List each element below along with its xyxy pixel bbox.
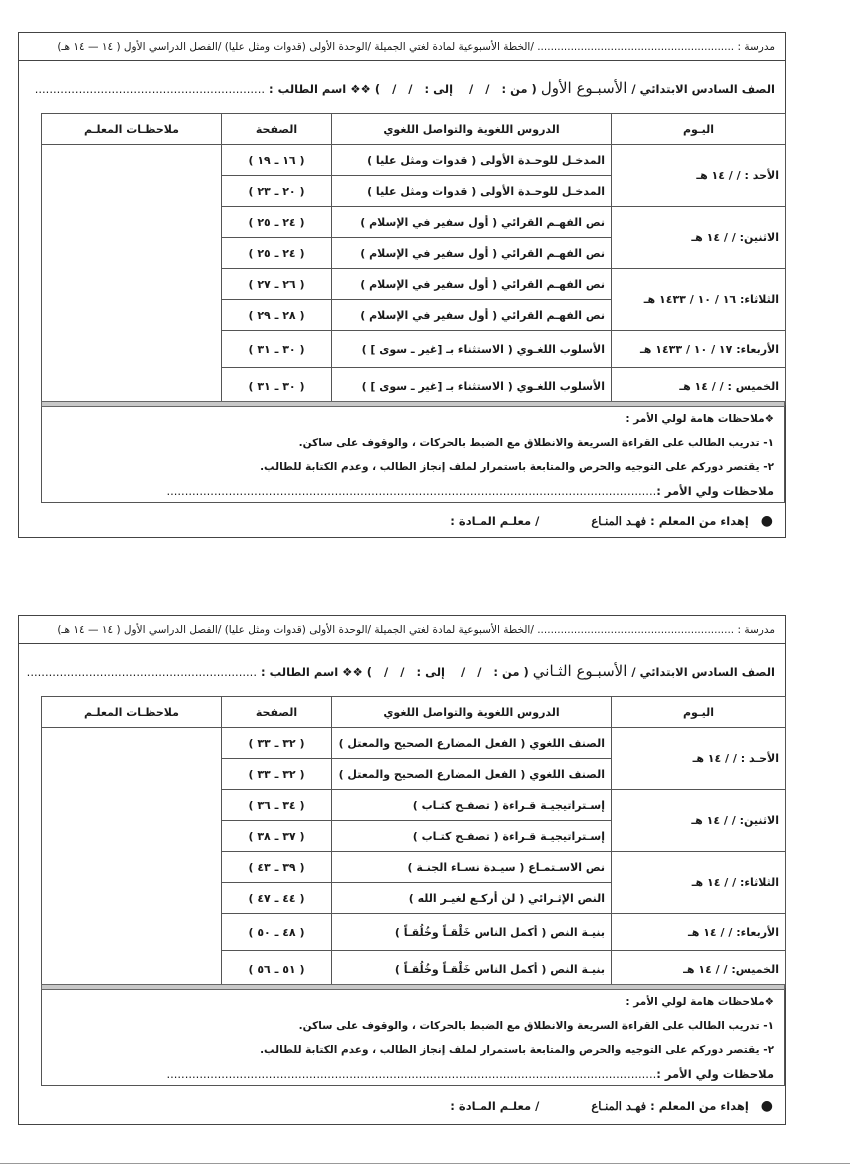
table-row: الأحد : / / ١٤ هـ المدخـل للوحـدة الأولى ( قدوات ومثل عليا ) ( ١٦ ـ ١٩ ) bbox=[42, 145, 786, 176]
grade-label: الصف السادس الابتدائي / bbox=[631, 82, 775, 96]
from-label: ( من : bbox=[501, 82, 537, 96]
plan-title: /الخطة الأسبوعية لمادة لغتي الجميلة /الوحدة الأولى (قدوات ومثل عليا) /الفصل الدراسي الأول ( ١٤ — ١٤ هـ) bbox=[57, 41, 534, 53]
table-row: الثلاثاء: ١٦ / ١٠ / ١٤٣٣ هـ نص الفهـم القرائي ( أول سفير في الإسلام ) ( ٢٦ ـ ٢٧ ) bbox=[42, 269, 786, 300]
col-page: الصفحة bbox=[222, 114, 332, 145]
table-row: إسـتراتيجيـة قـراءة ( تصفـح كتـاب ) ( ٣٧ ـ ٣٨ ) bbox=[42, 821, 786, 852]
col-notes: ملاحظـات المعلـم bbox=[42, 114, 222, 145]
week-line: الصف السادس الابتدائي / الأسبـوع الأول ( من : / / إلى : / / ) ❖❖ اسم الطالب : ............................................................... bbox=[34, 79, 775, 97]
student-label: ❖❖ اسم الطالب : bbox=[269, 82, 371, 96]
teacher-notes-cell[interactable] bbox=[42, 145, 222, 405]
table-row: الاثنين: / / ١٤ هـ نص الفهـم القرائي ( أول سفير في الإسلام ) ( ٢٤ ـ ٢٥ ) bbox=[42, 207, 786, 238]
plan-header: مدرسة : ........................................................... /الخطة الأسبوعية لمادة لغتي الجميلة /الوحدة الأولى (قدوات ومثل عليا) /الفصل الدراسي الأول ( ١٤ — ١٤ هـ) bbox=[19, 33, 785, 61]
col-day: اليـوم bbox=[612, 114, 786, 145]
footer: ● إهداء من المعلم : فهـد المنـاع / معلـم المـادة : bbox=[450, 513, 773, 529]
table-row: نص الفهـم القرائي ( أول سفير في الإسلام ) ( ٢٤ ـ ٢٥ ) bbox=[42, 238, 786, 269]
lesson-table: اليـوم الدروس اللغوية والتواصل اللغوي الصفحة ملاحظـات المعلـم الأحـد : / / ١٤ هـ الصنف اللغوي ( الفعل المضارع الصحيح والمعتل ) ( ٣٢ ـ ٣٣ ) الصنف اللغوي ( الفعل المضارع الصحيح والمعتل ) ( ٣٢ ـ ٣٣ ) الاثنين: / / ١٤ هـ إسـتراتيجيـة قـراءة ( تصفـح كتـاب ) ( ٣٤ ـ ٣٦ ) إسـتراتيجيـة قـراءة ( تصفـح كتـاب ) ( ٣٧ ـ ٣٨ ) الثلاثاء: / / ١٤ هـ نص الاسـتمـاع ( سيـدة نسـاء الجنـة ) ( ٣٩ ـ ٤٣ ) النص الإثـرائي ( لن أركـع لغيـر الله ) ( ٤٤ ـ ٤٧ ) الأربعاء: / / ١٤ هـ بنيـة النص ( أكمل الناس خَلْقـاً وخُلُقـاً ) ( ٤٨ ـ ٥٠ ) الخميس: / / ١٤ هـ بنيـة النص ( أكمل الناس خَلْقـاً وخُلُقـاً ) ( ٥١ ـ ٥٦ ) bbox=[41, 696, 786, 988]
teacher-name: فهـد المنـاع bbox=[591, 1099, 647, 1113]
table-row: الثلاثاء: / / ١٤ هـ نص الاسـتمـاع ( سيـدة نسـاء الجنـة ) ( ٣٩ ـ ٤٣ ) bbox=[42, 852, 786, 883]
week-label: الأسبـوع الثـاني bbox=[532, 662, 628, 680]
table-row: الأحـد : / / ١٤ هـ الصنف اللغوي ( الفعل المضارع الصحيح والمعتل ) ( ٣٢ ـ ٣٣ ) bbox=[42, 728, 786, 759]
lesson-table bbox=[41, 113, 786, 405]
table-row: المدخـل للوحـدة الأولى ( قدوات ومثل عليا ) ( ٢٠ ـ ٢٣ ) bbox=[42, 176, 786, 207]
table-row: الأربعاء: / / ١٤ هـ بنيـة النص ( أكمل الناس خَلْقـاً وخُلُقـاً ) ( ٤٨ ـ ٥٠ ) bbox=[42, 914, 786, 951]
col-lessons: الدروس اللغوية والتواصل اللغوي bbox=[332, 114, 612, 145]
to-label: إلى : bbox=[424, 82, 454, 96]
table-row: الصنف اللغوي ( الفعل المضارع الصحيح والمعتل ) ( ٣٢ ـ ٣٣ ) bbox=[42, 759, 786, 790]
table-row: الاثنين: / / ١٤ هـ إسـتراتيجيـة قـراءة ( تصفـح كتـاب ) ( ٣٤ ـ ٣٦ ) bbox=[42, 790, 786, 821]
footer: ● إهداء من المعلم : فهـد المنـاع / معلـم المـادة : bbox=[450, 1098, 773, 1114]
weekly-plan-1 bbox=[18, 32, 786, 538]
table-row: الأربعاء: ١٧ / ١٠ / ١٤٣٣ هـ الأسلوب اللغـوي ( الاستثناء بـ [غير ـ سوى ] ) ( ٣٠ ـ ٣١ ) bbox=[42, 331, 786, 368]
teacher-notes-cell[interactable] bbox=[42, 728, 222, 988]
week-line: الصف السادس الابتدائي / الأسبـوع الثـاني ( من : / / إلى : / / ) ❖❖ اسم الطالب : ............................................................... bbox=[26, 662, 775, 680]
week-label: الأسبـوع الأول bbox=[540, 79, 628, 97]
table-row: النص الإثـرائي ( لن أركـع لغيـر الله ) ( ٤٤ ـ ٤٧ ) bbox=[42, 883, 786, 914]
page-edge bbox=[0, 1163, 850, 1164]
table-row: الخميس: / / ١٤ هـ بنيـة النص ( أكمل الناس خَلْقـاً وخُلُقـاً ) ( ٥١ ـ ٥٦ ) bbox=[42, 951, 786, 988]
plan-header: مدرسة : ........................................................... /الخطة الأسبوعية لمادة لغتي الجميلة /الوحدة الأولى (قدوات ومثل عليا) /الفصل الدراسي الأول ( ١٤ — ١٤ هـ) bbox=[19, 616, 785, 644]
parent-notes: ❖ملاحظات هامة لولي الأمر : ١- تدريب الطالب على القراءة السريعة والانطلاق مع الضبط بالحركات ، والوقوف على ساكن. ٢- يقتصر دوركم على التوجيه والحرص والمتابعة باستمرار لملف إنجاز الطالب ، وعدم الكتابة للطالب. ملاحظات ولي الأمر :...................................................................................................................................... bbox=[41, 407, 785, 503]
school-label: مدرسة : bbox=[737, 41, 775, 53]
teacher-name: فهـد المنـاع bbox=[591, 514, 647, 528]
table-row: نص الفهـم القرائي ( أول سفير في الإسلام ) ( ٢٨ ـ ٢٩ ) bbox=[42, 300, 786, 331]
parent-notes: ❖ملاحظات هامة لولي الأمر : ١- تدريب الطالب على القراءة السريعة والانطلاق مع الضبط بالحركات ، والوقوف على ساكن. ٢- يقتصر دوركم على التوجيه والحرص والمتابعة باستمرار لملف إنجاز الطالب ، وعدم الكتابة للطالب. ملاحظات ولي الأمر :...................................................................................................................................... bbox=[41, 990, 785, 1086]
table-row: الخميس : / / ١٤ هـ الأسلوب اللغـوي ( الاستثناء بـ [غير ـ سوى ] ) ( ٣٠ ـ ٣١ ) bbox=[42, 368, 786, 405]
weekly-plan-2 bbox=[18, 615, 786, 1125]
